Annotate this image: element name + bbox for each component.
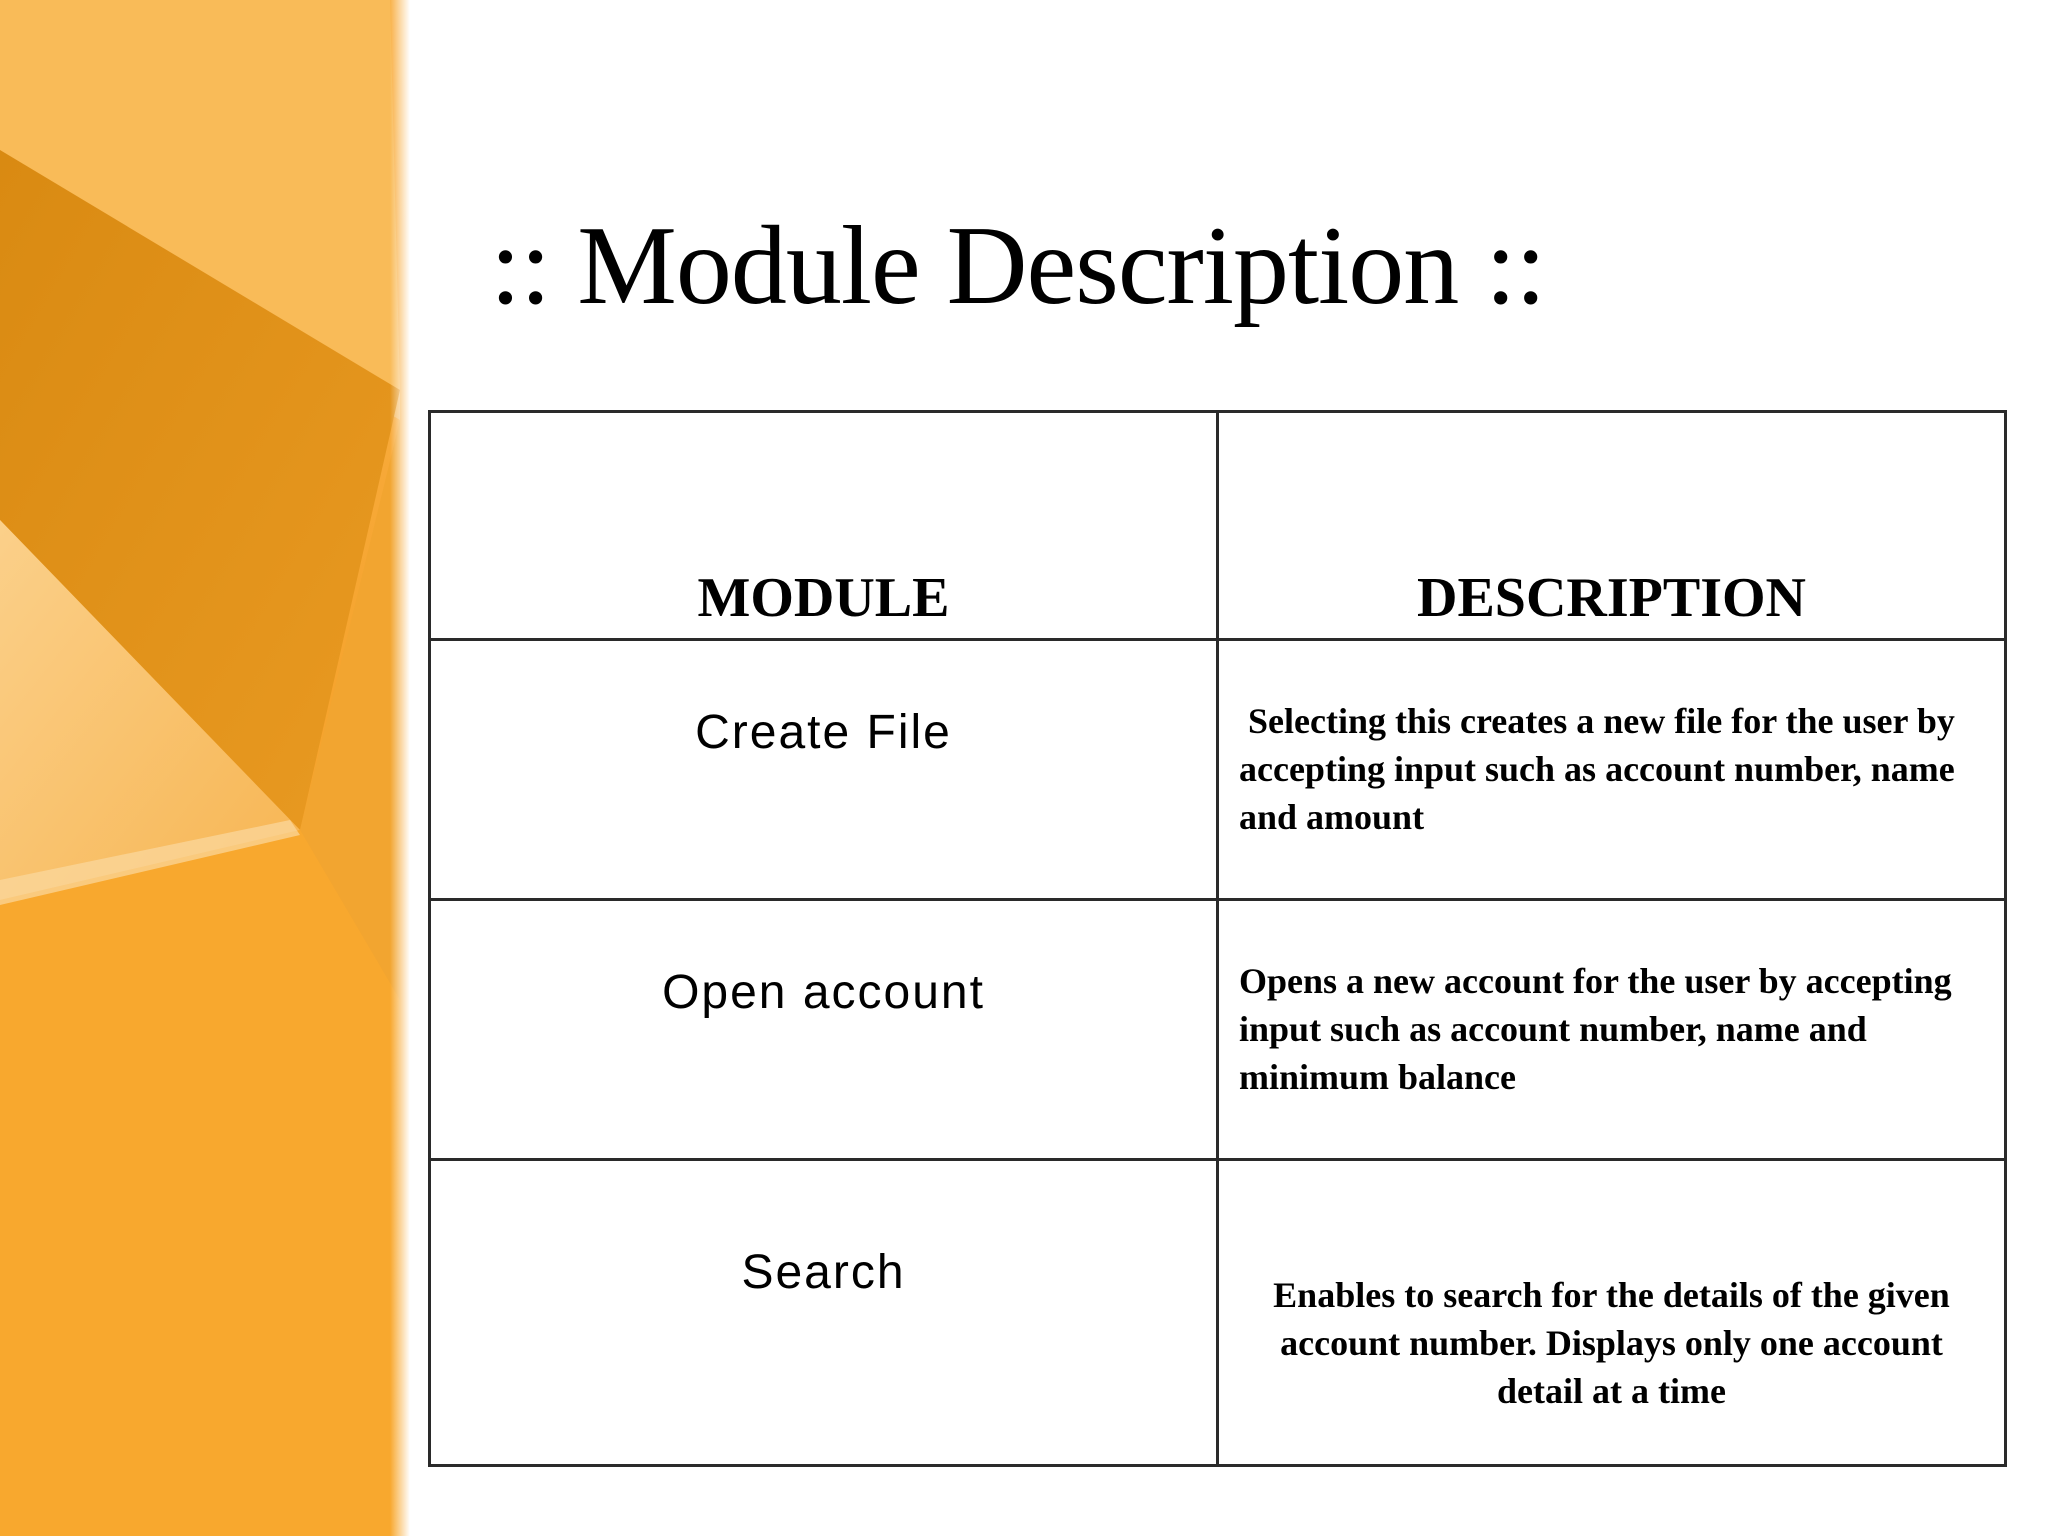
slide-title: :: Module Description :: [490,204,1546,328]
module-description-table [428,410,2007,1467]
module-name-open-account: Open account [430,900,1218,1160]
header-module: MODULE [430,412,1218,640]
module-name-create-file: Create File [430,640,1218,900]
module-name-search: Search [430,1160,1218,1466]
table-row [430,640,2006,900]
module-description-search: Enables to search for the details of the given account number. Displays only one account detail at a time [1218,1160,2006,1466]
orange-gradient-graphic [0,0,410,1536]
table-row [430,900,2006,1160]
module-description-open-account: Opens a new account for the user by accepting input such as account number, name and minimum balance [1218,900,2006,1160]
header-description: DESCRIPTION [1218,412,2006,640]
module-description-create-file: Selecting this creates a new file for the user by accepting input such as account number, name and amount [1218,640,2006,900]
table-header-row [430,412,2006,640]
table-row [430,1160,2006,1466]
decorative-side-panel [0,0,410,1536]
